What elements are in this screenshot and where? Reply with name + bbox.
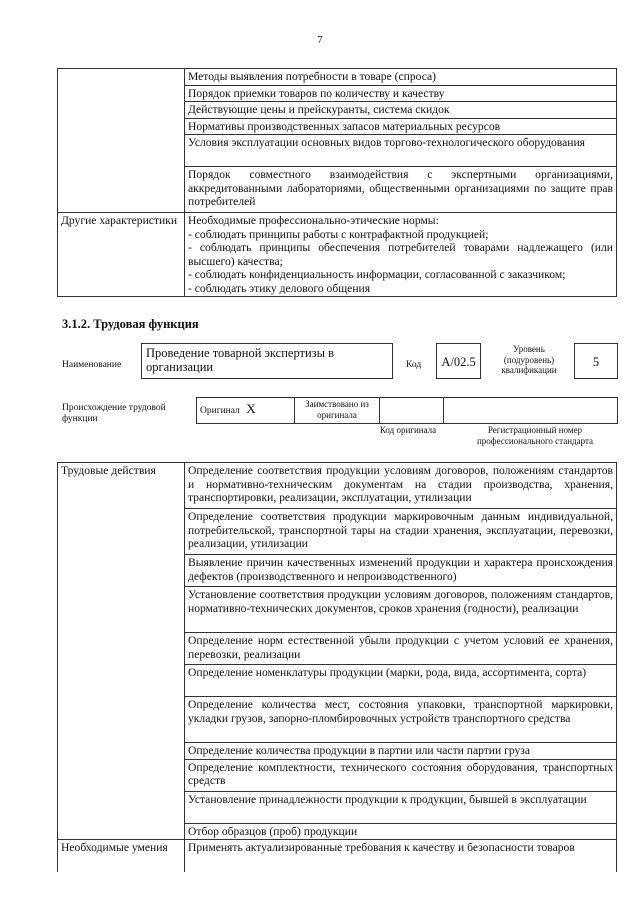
page-number: 7 [317, 34, 323, 46]
other-characteristics-text [185, 213, 617, 297]
name-label: Наименование [62, 360, 122, 370]
knowledge-label-cell [58, 69, 185, 213]
knowledge-item: Порядок приемки товаров по количеству и качеству [185, 85, 617, 102]
function-name: Проведение товарной экспертизы в организации [146, 346, 335, 374]
skills-label: Необходимые умения [58, 840, 185, 872]
function-code: A/02.5 [441, 355, 476, 369]
origin-table [196, 397, 618, 424]
original-cell [197, 398, 295, 424]
code-label: Код [406, 360, 422, 370]
labor-action: Установление принадлежности продукции к продукции, бывшей в эксплуатации [185, 791, 617, 823]
knowledge-item: Порядок совместного взаимодействия с экспертными организациями, аккредитованными лабораториями, общественными организациями по защите прав потребителей [185, 167, 617, 213]
labor-action: Определение количества мест, состояния упаковки, транспортной маркировки, укладки грузов, запорно-пломбировочных устройств транспортного средства [185, 697, 617, 743]
ethics-line: - соблюдать этику делового общения [188, 281, 371, 295]
level-box [574, 343, 618, 379]
knowledge-table [57, 68, 617, 297]
code-original-label: Код оригинала [379, 425, 437, 435]
knowledge-item: Методы выявления потребности в товаре (спроса) [185, 69, 617, 86]
original-mark: X [246, 401, 256, 417]
knowledge-item: Условия эксплуатации основных видов торгово-технологического оборудования [185, 135, 617, 167]
knowledge-item: Действующие цены и прейскуранты, система скидок [185, 102, 617, 119]
ethics-line: - соблюдать принципы обеспечения потребителей товарами надлежащего (или высшего) качества; [188, 241, 613, 268]
function-code-box [436, 343, 481, 379]
labor-action: Определение комплектности, технического состояния оборудования, транспортных средств [185, 759, 617, 791]
original-label: Оригинал [200, 406, 240, 417]
labor-actions-table [57, 462, 617, 872]
level-label: Уровень (подуровень) квалификации [501, 344, 557, 375]
code-original-cell [380, 398, 444, 424]
origin-label: Происхождение трудовой функции [62, 403, 166, 424]
ethics-line: Необходимые профессионально-этические нормы: [188, 214, 439, 227]
labor-action: Отбор образцов (проб) продукции [185, 823, 617, 840]
other-characteristics-label: Другие характеристики [58, 213, 185, 297]
function-name-box [141, 343, 393, 379]
labor-action: Определение соответствия продукции маркировочным данным индивидуальной, потребительской, транспортной тары на стадии хранения, эксплуатации, перевозки, реализации, утилизации [185, 509, 617, 555]
labor-action: Определение норм естественной убыли продукции с учетом условий ее хранения, перевозки, реализации [185, 633, 617, 665]
labor-action: Выявление причин качественных изменений продукции и характера происхождения дефектов (производственного и непроизводственного) [185, 555, 617, 587]
reg-number-label: Регистрационный номер профессионального стандарта [476, 425, 594, 446]
level-value: 5 [592, 355, 600, 369]
skill-item: Применять актуализированные требования к качеству и безопасности товаров [185, 840, 617, 872]
labor-action: Установление соответствия продукции условиям договоров, положениям стандартов, нормативно-технических документов, сроков хранения (годности), реализации [185, 587, 617, 633]
section-heading: 3.1.2. Трудовая функция [62, 317, 199, 331]
borrowed-label: Заимствовано из оригинала [295, 398, 380, 424]
labor-action: Определение соответствия продукции условиям договоров, положениям стандартов и нормативно-техническим документам на стадии производства, хранения, транспортировки, реализации, эксплуатации, утилизации [185, 463, 617, 509]
ethics-line: - соблюдать принципы работы с контрафактной продукцией; [188, 227, 489, 241]
labor-action: Определение количества продукции в партии или части партии груза [185, 743, 617, 760]
labor-actions-label: Трудовые действия [58, 463, 185, 840]
reg-number-cell [444, 398, 618, 424]
labor-action: Определение номенклатуры продукции (марки, рода, вида, ассортимента, сорта) [185, 665, 617, 697]
knowledge-item: Нормативы производственных запасов материальных ресурсов [185, 118, 617, 135]
ethics-line: - соблюдать конфиденциальность информации, согласованной с заказчиком; [188, 268, 566, 281]
